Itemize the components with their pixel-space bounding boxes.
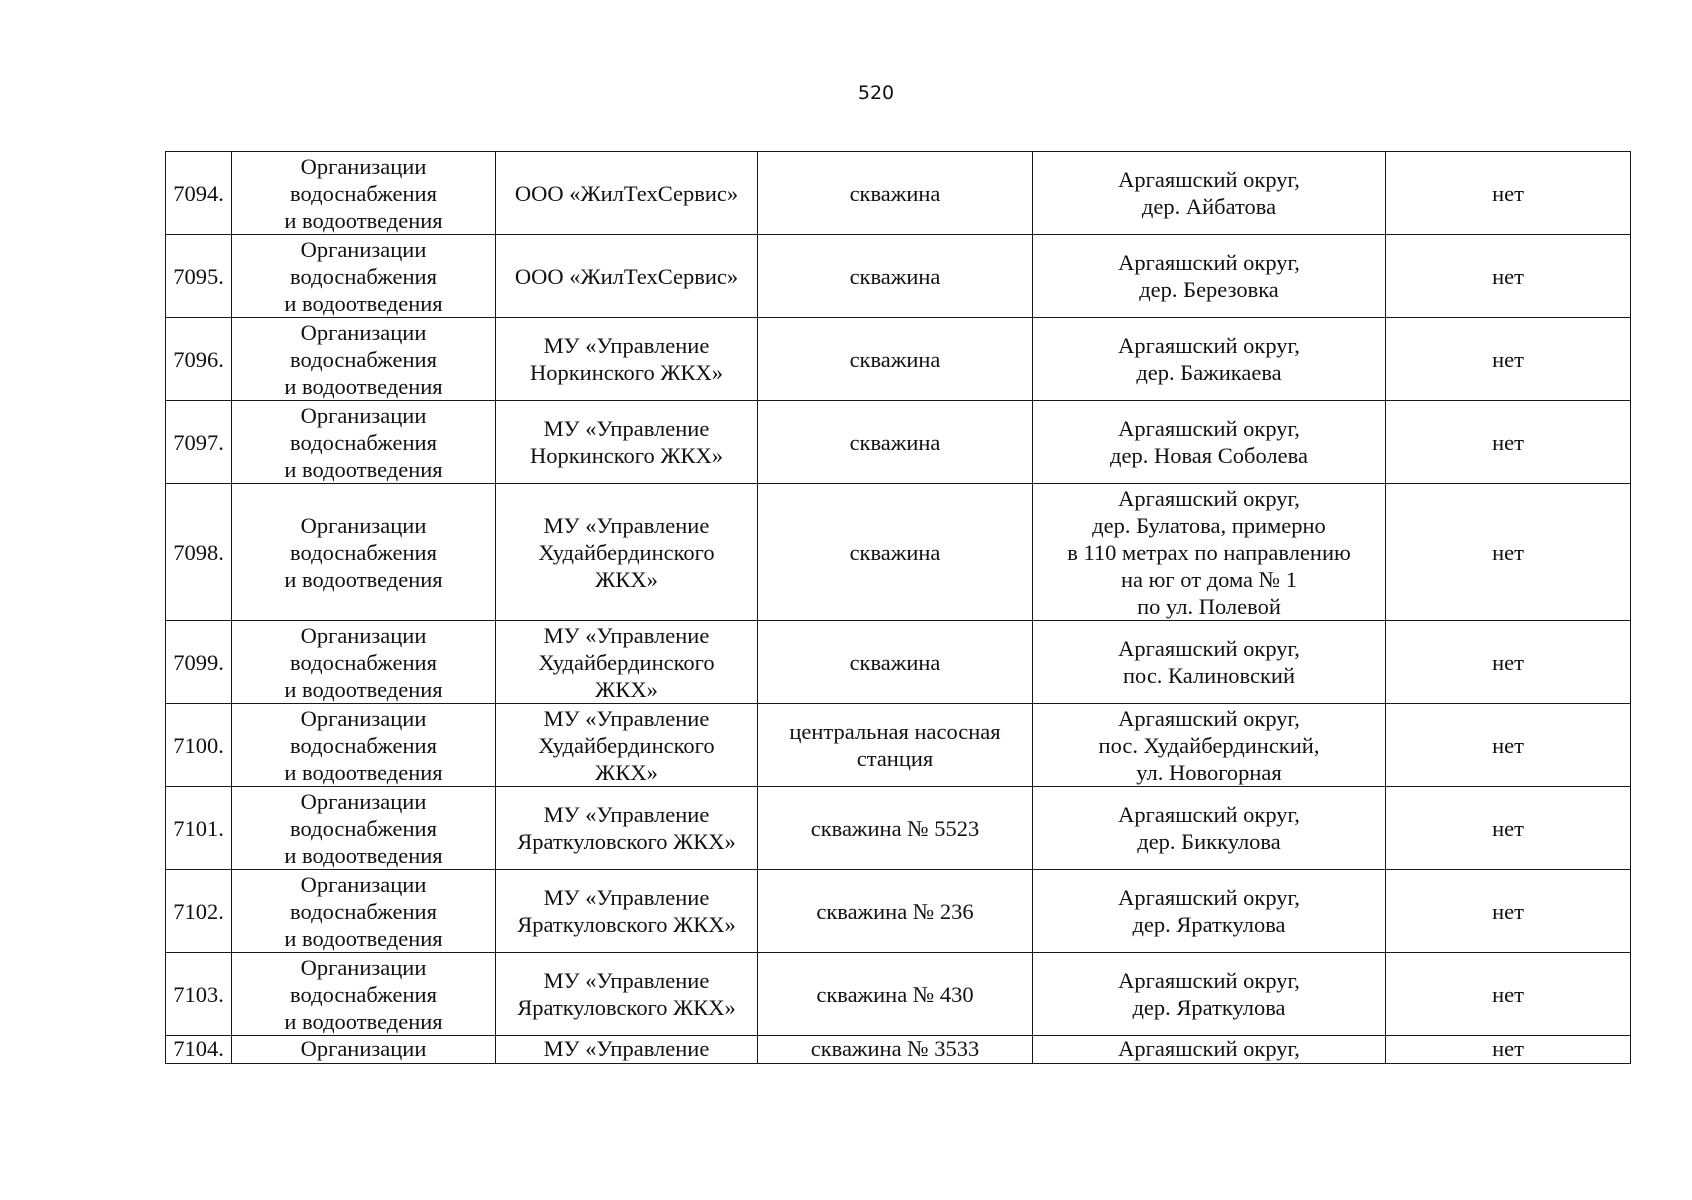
- flag-cell: нет: [1386, 1036, 1631, 1064]
- cell-line: Организации: [300, 622, 427, 648]
- cell-line: и водоотведения: [284, 456, 443, 482]
- category-cell: [232, 870, 496, 953]
- cell-line: и водоотведения: [284, 566, 443, 592]
- table-row: [166, 1036, 1631, 1064]
- table-row: [166, 484, 1631, 621]
- cell-line: водоснабжения: [290, 732, 437, 758]
- cell-line: Аргаяшский округ,: [1118, 1036, 1300, 1061]
- organization-cell: [496, 152, 758, 235]
- cell-line: водоснабжения: [290, 815, 437, 841]
- cell-line: по ул. Полевой: [1137, 593, 1281, 619]
- table-row: [166, 235, 1631, 318]
- cell-line: дер. Яраткулова: [1132, 912, 1286, 937]
- cell-line: скважина: [849, 539, 941, 565]
- cell-line: ООО «ЖилТехСервис»: [514, 263, 739, 289]
- cell-line: МУ «Управление: [543, 885, 710, 910]
- cell-line: скважина № 5523: [810, 815, 980, 841]
- cell-line: дер. Биккулова: [1137, 829, 1281, 854]
- cell-line: ЖКХ»: [595, 566, 658, 592]
- table-row: [166, 704, 1631, 787]
- object-cell: [758, 1036, 1033, 1064]
- cell-line: Организации: [300, 402, 427, 428]
- cell-line: скважина: [849, 180, 941, 206]
- cell-line: Аргаяшский округ,: [1118, 636, 1300, 661]
- flag-cell: нет: [1386, 484, 1631, 621]
- cell-line: Организации: [300, 954, 427, 980]
- cell-line: водоснабжения: [290, 429, 437, 455]
- row-number: 7099.: [166, 621, 232, 704]
- table-row: [166, 318, 1631, 401]
- cell-line: скважина: [849, 649, 941, 675]
- address-cell: [1033, 953, 1386, 1036]
- cell-line: скважина № 236: [816, 898, 974, 924]
- object-cell: [758, 318, 1033, 401]
- flag-cell: нет: [1386, 318, 1631, 401]
- organization-cell: [496, 704, 758, 787]
- category-cell: [232, 1036, 496, 1064]
- object-cell: [758, 870, 1033, 953]
- flag-cell: нет: [1386, 870, 1631, 953]
- cell-line: Аргаяшский округ,: [1118, 802, 1300, 827]
- object-cell: [758, 484, 1033, 621]
- category-cell: [232, 318, 496, 401]
- address-cell: [1033, 401, 1386, 484]
- cell-line: водоснабжения: [290, 649, 437, 675]
- cell-line: Худайбердинского: [538, 649, 715, 675]
- cell-line: и водоотведения: [284, 676, 443, 702]
- organization-cell: [496, 318, 758, 401]
- cell-line: МУ «Управление: [543, 705, 710, 731]
- cell-line: дер. Новая Соболева: [1110, 443, 1308, 468]
- cell-line: и водоотведения: [284, 759, 443, 785]
- row-number: 7104.: [166, 1036, 232, 1064]
- organization-cell: [496, 484, 758, 621]
- cell-line: Аргаяшский округ,: [1118, 167, 1300, 192]
- row-number: 7101.: [166, 787, 232, 870]
- cell-line: дер. Булатова, примерно: [1092, 512, 1326, 538]
- row-number: 7102.: [166, 870, 232, 953]
- cell-line: Аргаяшский округ,: [1118, 485, 1300, 511]
- row-number: 7103.: [166, 953, 232, 1036]
- category-cell: [232, 787, 496, 870]
- row-number: 7098.: [166, 484, 232, 621]
- cell-line: дер. Березовка: [1139, 277, 1279, 302]
- cell-line: дер. Яраткулова: [1132, 995, 1286, 1020]
- cell-line: пос. Калиновский: [1122, 663, 1296, 688]
- cell-line: Аргаяшский округ,: [1118, 968, 1300, 993]
- flag-cell: нет: [1386, 401, 1631, 484]
- cell-line: Организации: [300, 871, 427, 897]
- cell-line: Организации: [300, 236, 427, 262]
- cell-line: Аргаяшский округ,: [1118, 885, 1300, 910]
- address-cell: [1033, 152, 1386, 235]
- cell-line: центральная насосная: [789, 719, 1001, 744]
- cell-line: в 110 метрах по направлению: [1067, 539, 1351, 565]
- cell-line: водоснабжения: [290, 539, 437, 565]
- cell-line: Организации: [300, 705, 427, 731]
- cell-line: ЖКХ»: [595, 759, 658, 785]
- cell-line: пос. Худайбердинский,: [1098, 732, 1320, 758]
- address-cell: [1033, 870, 1386, 953]
- address-cell: [1033, 318, 1386, 401]
- row-number: 7096.: [166, 318, 232, 401]
- cell-line: скважина: [849, 263, 941, 289]
- cell-line: Аргаяшский округ,: [1118, 705, 1300, 731]
- address-cell: [1033, 704, 1386, 787]
- organization-cell: [496, 787, 758, 870]
- cell-line: ЖКХ»: [595, 676, 658, 702]
- organization-cell: [496, 621, 758, 704]
- cell-line: Яраткуловского ЖКХ»: [517, 829, 736, 854]
- cell-line: Организации: [300, 1036, 427, 1061]
- row-number: 7100.: [166, 704, 232, 787]
- cell-line: Организации: [300, 153, 427, 179]
- address-cell: [1033, 621, 1386, 704]
- cell-line: и водоотведения: [284, 373, 443, 399]
- cell-line: Худайбердинского: [538, 539, 715, 565]
- category-cell: [232, 484, 496, 621]
- cell-line: дер. Айбатова: [1141, 194, 1277, 219]
- cell-line: Организации: [300, 512, 427, 538]
- table-row: [166, 953, 1631, 1036]
- cell-line: МУ «Управление: [543, 512, 710, 538]
- cell-line: Аргаяшский округ,: [1118, 250, 1300, 275]
- organization-cell: [496, 870, 758, 953]
- table-row: [166, 870, 1631, 953]
- table-row: [166, 621, 1631, 704]
- cell-line: скважина № 430: [816, 981, 974, 1007]
- cell-line: скважина: [849, 429, 941, 455]
- cell-line: на юг от дома № 1: [1120, 566, 1298, 592]
- cell-line: МУ «Управление: [543, 802, 710, 827]
- row-number: 7094.: [166, 152, 232, 235]
- address-cell: [1033, 235, 1386, 318]
- cell-line: ул. Новогорная: [1136, 759, 1282, 785]
- cell-line: МУ «Управление: [543, 622, 710, 648]
- cell-line: Худайбердинского: [538, 732, 715, 758]
- flag-cell: нет: [1386, 621, 1631, 704]
- cell-line: Аргаяшский округ,: [1118, 333, 1300, 358]
- page-number: 520: [857, 82, 895, 104]
- address-cell: [1033, 1036, 1386, 1064]
- category-cell: [232, 152, 496, 235]
- flag-cell: нет: [1386, 787, 1631, 870]
- address-cell: [1033, 484, 1386, 621]
- category-cell: [232, 953, 496, 1036]
- row-number: 7095.: [166, 235, 232, 318]
- cell-line: ООО «ЖилТехСервис»: [514, 180, 739, 206]
- category-cell: [232, 621, 496, 704]
- category-cell: [232, 235, 496, 318]
- cell-line: скважина № 3533: [810, 1036, 980, 1061]
- cell-line: и водоотведения: [284, 207, 443, 233]
- organization-cell: [496, 235, 758, 318]
- cell-line: Аргаяшский округ,: [1118, 416, 1300, 441]
- object-cell: [758, 621, 1033, 704]
- organization-cell: [496, 1036, 758, 1064]
- table-row: [166, 401, 1631, 484]
- table-row: [166, 787, 1631, 870]
- organization-cell: [496, 401, 758, 484]
- cell-line: и водоотведения: [284, 842, 443, 868]
- category-cell: [232, 704, 496, 787]
- row-number: 7097.: [166, 401, 232, 484]
- address-cell: [1033, 787, 1386, 870]
- table-row: [166, 152, 1631, 235]
- cell-line: МУ «Управление: [543, 333, 710, 358]
- cell-line: Норкинского ЖКХ»: [530, 360, 723, 385]
- cell-line: водоснабжения: [290, 981, 437, 1007]
- registry-table: [165, 151, 1631, 1064]
- flag-cell: нет: [1386, 235, 1631, 318]
- cell-line: Яраткуловского ЖКХ»: [517, 995, 736, 1020]
- cell-line: и водоотведения: [284, 925, 443, 951]
- flag-cell: нет: [1386, 152, 1631, 235]
- object-cell: [758, 953, 1033, 1036]
- object-cell: [758, 235, 1033, 318]
- cell-line: водоснабжения: [290, 263, 437, 289]
- cell-line: Организации: [300, 788, 427, 814]
- cell-line: и водоотведения: [284, 1008, 443, 1034]
- cell-line: водоснабжения: [290, 180, 437, 206]
- cell-line: Яраткуловского ЖКХ»: [517, 912, 736, 937]
- cell-line: скважина: [849, 346, 941, 372]
- cell-line: станция: [856, 746, 934, 771]
- cell-line: и водоотведения: [284, 290, 443, 316]
- object-cell: [758, 787, 1033, 870]
- object-cell: [758, 401, 1033, 484]
- cell-line: МУ «Управление: [543, 968, 710, 993]
- flag-cell: нет: [1386, 704, 1631, 787]
- cell-line: водоснабжения: [290, 346, 437, 372]
- category-cell: [232, 401, 496, 484]
- object-cell: [758, 704, 1033, 787]
- organization-cell: [496, 953, 758, 1036]
- cell-line: Организации: [300, 319, 427, 345]
- flag-cell: нет: [1386, 953, 1631, 1036]
- cell-line: МУ «Управление: [543, 1036, 710, 1061]
- object-cell: [758, 152, 1033, 235]
- cell-line: водоснабжения: [290, 898, 437, 924]
- registry-table-body: [166, 152, 1631, 1064]
- cell-line: дер. Бажикаева: [1136, 360, 1282, 385]
- cell-line: Норкинского ЖКХ»: [530, 443, 723, 468]
- cell-line: МУ «Управление: [543, 416, 710, 441]
